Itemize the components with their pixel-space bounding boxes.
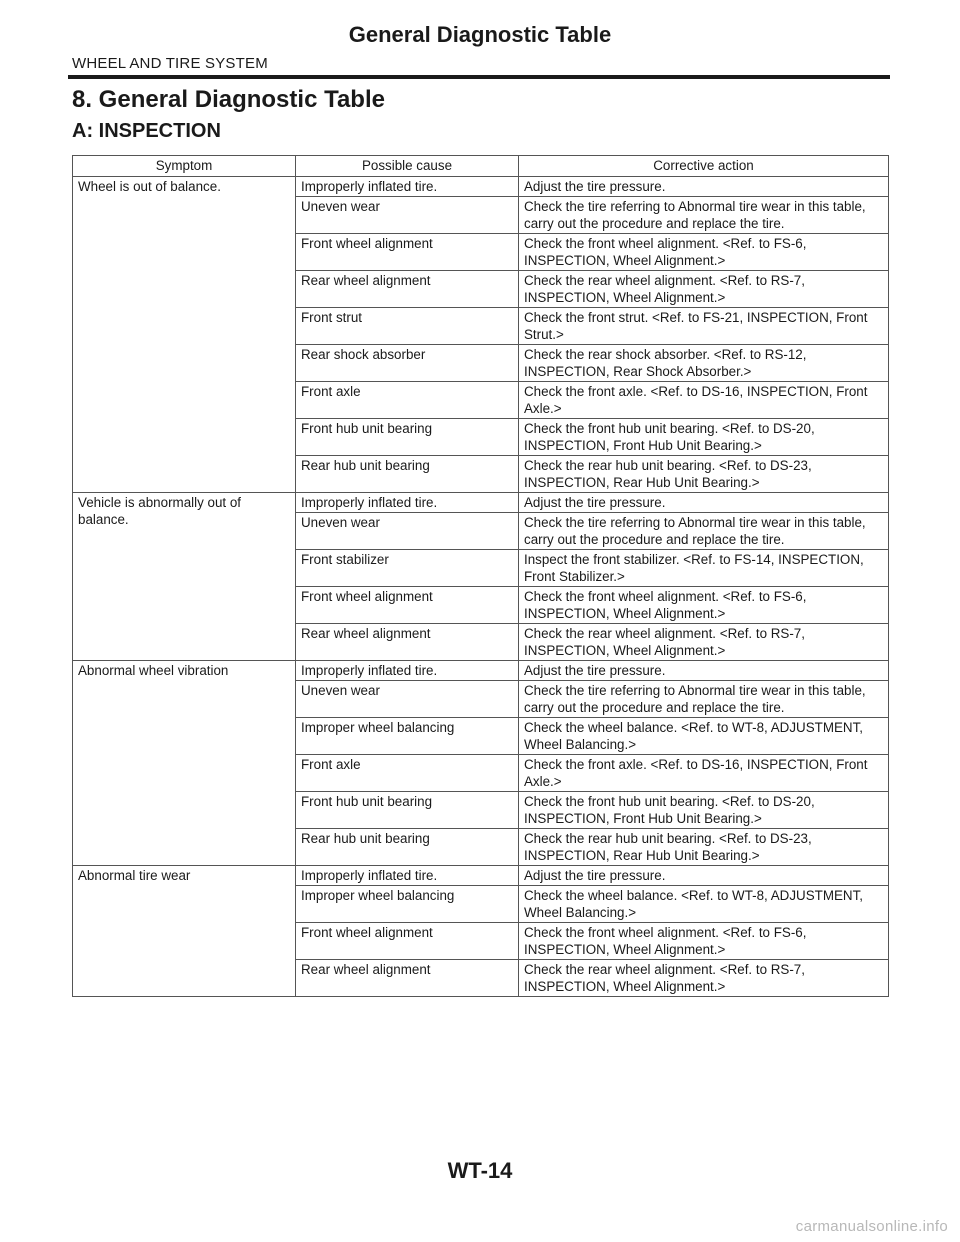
symptom-cell: Vehicle is abnormally out of balance. bbox=[73, 493, 296, 661]
page-section-label: WHEEL AND TIRE SYSTEM bbox=[72, 55, 268, 72]
possible-cause-cell: Front wheel alignment bbox=[296, 587, 519, 624]
possible-cause-cell: Improper wheel balancing bbox=[296, 886, 519, 923]
corrective-action-cell: Check the wheel balance. <Ref. to WT-8, ADJUSTMENT, Wheel Balancing.> bbox=[519, 718, 889, 755]
possible-cause-cell: Rear hub unit bearing bbox=[296, 456, 519, 493]
possible-cause-cell: Front wheel alignment bbox=[296, 234, 519, 271]
corrective-action-cell: Check the tire referring to Abnormal tire wear in this table, carry out the procedure and replace the tire. bbox=[519, 513, 889, 550]
possible-cause-cell: Front hub unit bearing bbox=[296, 419, 519, 456]
corrective-action-cell: Check the rear shock absorber. <Ref. to RS-12, INSPECTION, Rear Shock Absorber.> bbox=[519, 345, 889, 382]
subsection-heading: A: INSPECTION bbox=[72, 120, 221, 142]
possible-cause-cell: Front wheel alignment bbox=[296, 923, 519, 960]
table-row bbox=[73, 866, 889, 886]
possible-cause-cell: Front axle bbox=[296, 755, 519, 792]
possible-cause-cell: Improperly inflated tire. bbox=[296, 177, 519, 197]
column-header-corrective-action: Corrective action bbox=[519, 156, 889, 177]
corrective-action-cell: Check the rear hub unit bearing. <Ref. to DS-23, INSPECTION, Rear Hub Unit Bearing.> bbox=[519, 456, 889, 493]
possible-cause-cell: Improper wheel balancing bbox=[296, 718, 519, 755]
possible-cause-cell: Rear hub unit bearing bbox=[296, 829, 519, 866]
symptom-cell: Abnormal tire wear bbox=[73, 866, 296, 997]
possible-cause-cell: Improperly inflated tire. bbox=[296, 661, 519, 681]
table-body bbox=[73, 177, 889, 997]
column-header-symptom: Symptom bbox=[73, 156, 296, 177]
corrective-action-cell: Check the front strut. <Ref. to FS-21, INSPECTION, Front Strut.> bbox=[519, 308, 889, 345]
possible-cause-cell: Rear wheel alignment bbox=[296, 624, 519, 661]
corrective-action-cell: Check the front axle. <Ref. to DS-16, INSPECTION, Front Axle.> bbox=[519, 755, 889, 792]
page-number: WT-14 bbox=[447, 1158, 513, 1183]
possible-cause-cell: Rear shock absorber bbox=[296, 345, 519, 382]
header-rule bbox=[68, 75, 890, 79]
possible-cause-cell: Uneven wear bbox=[296, 513, 519, 550]
corrective-action-cell: Check the rear wheel alignment. <Ref. to RS-7, INSPECTION, Wheel Alignment.> bbox=[519, 271, 889, 308]
page-header-title: General Diagnostic Table bbox=[348, 22, 612, 47]
corrective-action-cell: Adjust the tire pressure. bbox=[519, 661, 889, 681]
corrective-action-cell: Check the tire referring to Abnormal tire wear in this table, carry out the procedure and replace the tire. bbox=[519, 197, 889, 234]
table-header-row bbox=[73, 156, 889, 177]
corrective-action-cell: Adjust the tire pressure. bbox=[519, 866, 889, 886]
table-row bbox=[73, 661, 889, 681]
diagnostic-table bbox=[72, 155, 889, 997]
corrective-action-cell: Adjust the tire pressure. bbox=[519, 177, 889, 197]
watermark: carmanualsonline.info bbox=[795, 1218, 948, 1235]
symptom-cell: Wheel is out of balance. bbox=[73, 177, 296, 493]
table-row bbox=[73, 177, 889, 197]
corrective-action-cell: Check the rear wheel alignment. <Ref. to RS-7, INSPECTION, Wheel Alignment.> bbox=[519, 624, 889, 661]
table-row bbox=[73, 493, 889, 513]
possible-cause-cell: Rear wheel alignment bbox=[296, 960, 519, 997]
corrective-action-cell: Check the rear hub unit bearing. <Ref. to DS-23, INSPECTION, Rear Hub Unit Bearing.> bbox=[519, 829, 889, 866]
corrective-action-cell: Check the front hub unit bearing. <Ref. to DS-20, INSPECTION, Front Hub Unit Bearing.> bbox=[519, 419, 889, 456]
possible-cause-cell: Front stabilizer bbox=[296, 550, 519, 587]
possible-cause-cell: Improperly inflated tire. bbox=[296, 866, 519, 886]
corrective-action-cell: Check the front wheel alignment. <Ref. to FS-6, INSPECTION, Wheel Alignment.> bbox=[519, 587, 889, 624]
possible-cause-cell: Uneven wear bbox=[296, 681, 519, 718]
corrective-action-cell: Check the front hub unit bearing. <Ref. to DS-20, INSPECTION, Front Hub Unit Bearing.> bbox=[519, 792, 889, 829]
possible-cause-cell: Rear wheel alignment bbox=[296, 271, 519, 308]
corrective-action-cell: Check the wheel balance. <Ref. to WT-8, ADJUSTMENT, Wheel Balancing.> bbox=[519, 886, 889, 923]
corrective-action-cell: Inspect the front stabilizer. <Ref. to FS-14, INSPECTION, Front Stabilizer.> bbox=[519, 550, 889, 587]
possible-cause-cell: Front axle bbox=[296, 382, 519, 419]
possible-cause-cell: Improperly inflated tire. bbox=[296, 493, 519, 513]
corrective-action-cell: Check the tire referring to Abnormal tire wear in this table, carry out the procedure and replace the tire. bbox=[519, 681, 889, 718]
column-header-possible-cause: Possible cause bbox=[296, 156, 519, 177]
corrective-action-cell: Adjust the tire pressure. bbox=[519, 493, 889, 513]
section-heading: 8. General Diagnostic Table bbox=[72, 86, 385, 113]
possible-cause-cell: Uneven wear bbox=[296, 197, 519, 234]
corrective-action-cell: Check the front wheel alignment. <Ref. to FS-6, INSPECTION, Wheel Alignment.> bbox=[519, 923, 889, 960]
corrective-action-cell: Check the front wheel alignment. <Ref. to FS-6, INSPECTION, Wheel Alignment.> bbox=[519, 234, 889, 271]
possible-cause-cell: Front strut bbox=[296, 308, 519, 345]
corrective-action-cell: Check the front axle. <Ref. to DS-16, INSPECTION, Front Axle.> bbox=[519, 382, 889, 419]
symptom-cell: Abnormal wheel vibration bbox=[73, 661, 296, 866]
corrective-action-cell: Check the rear wheel alignment. <Ref. to RS-7, INSPECTION, Wheel Alignment.> bbox=[519, 960, 889, 997]
possible-cause-cell: Front hub unit bearing bbox=[296, 792, 519, 829]
